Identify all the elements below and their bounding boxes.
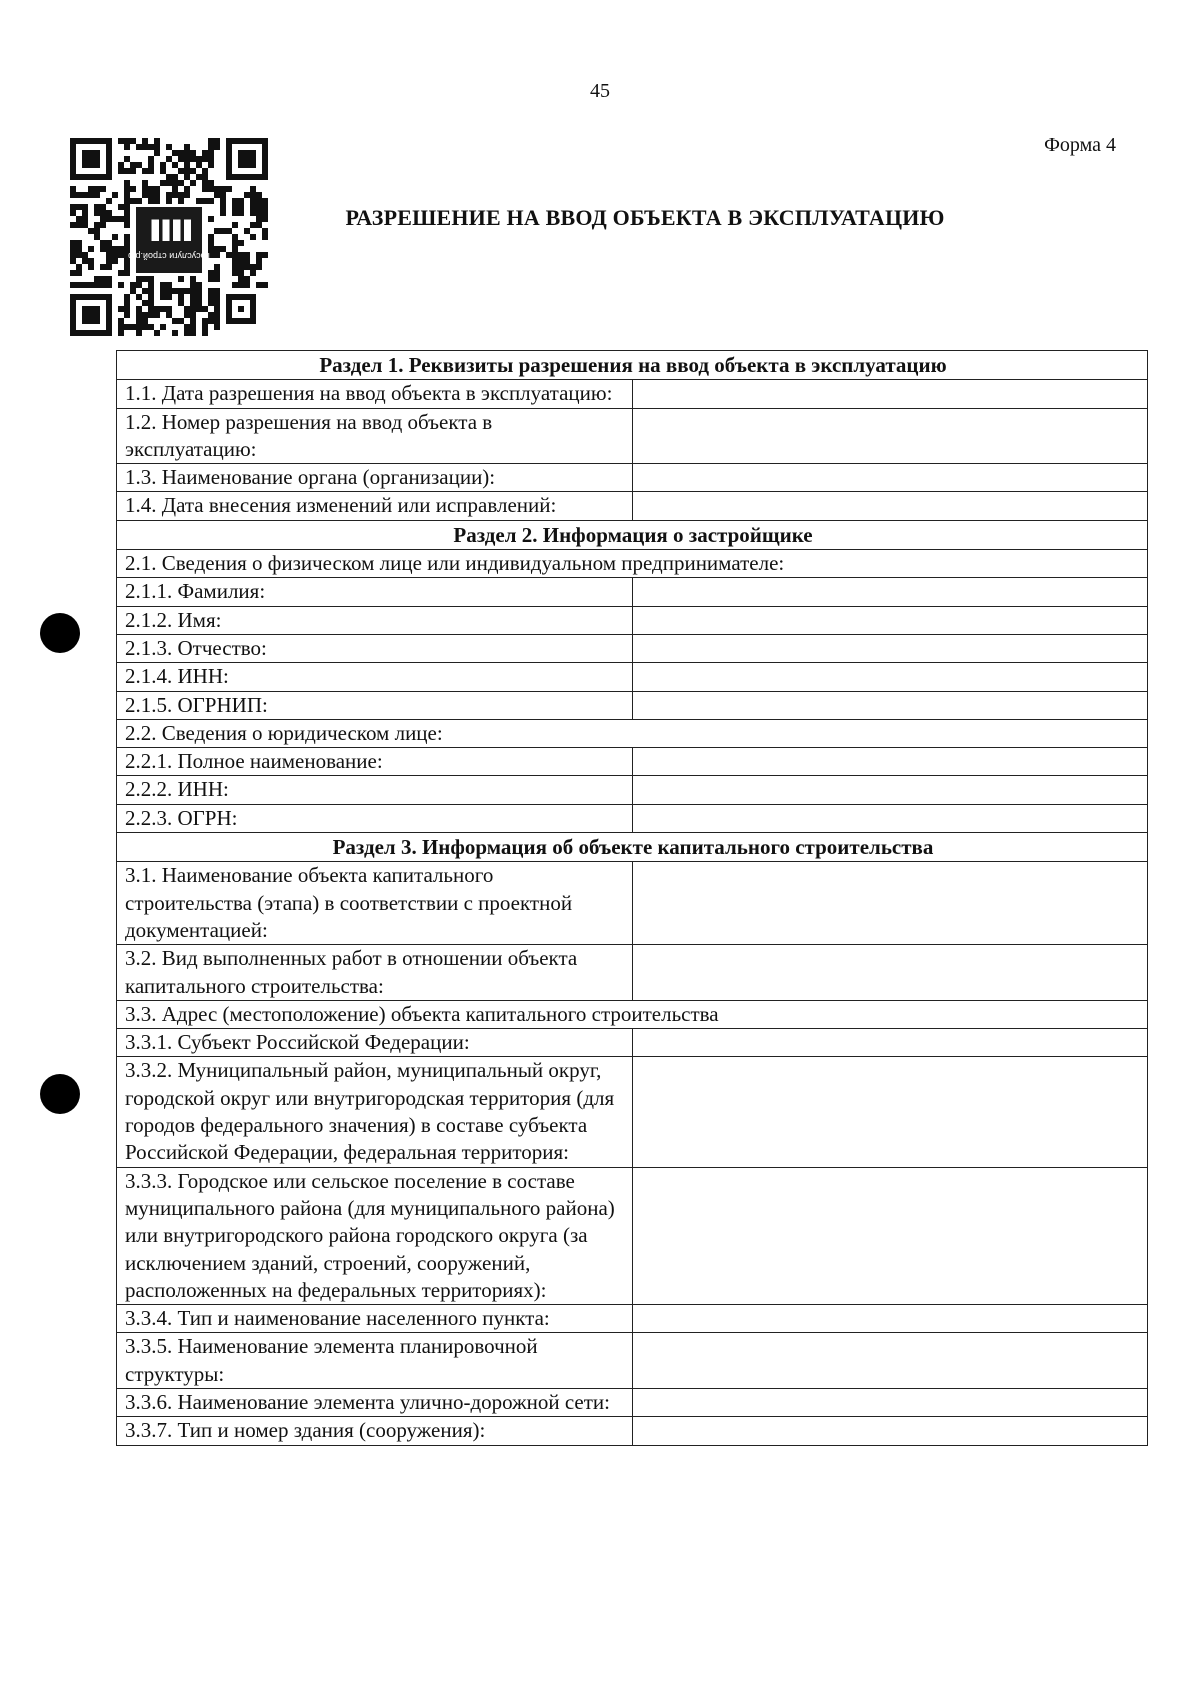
table-row bbox=[117, 748, 1148, 776]
table-row bbox=[117, 1057, 1148, 1167]
punch-hole-bottom bbox=[40, 1074, 80, 1114]
table-row bbox=[117, 578, 1148, 606]
field-label: 2.1.5. ОГРНИП: bbox=[117, 691, 633, 719]
field-value[interactable] bbox=[632, 1305, 1148, 1333]
field-label: 3.3.1. Субъект Российской Федерации: bbox=[117, 1029, 633, 1057]
table-row bbox=[117, 634, 1148, 662]
field-value[interactable] bbox=[632, 380, 1148, 408]
table-row bbox=[117, 1333, 1148, 1389]
page-title: РАЗРЕШЕНИЕ НА ВВОД ОБЪЕКТА В ЭКСПЛУАТАЦИЮ bbox=[345, 205, 945, 230]
table-row bbox=[117, 1417, 1148, 1445]
field-value[interactable] bbox=[632, 1057, 1148, 1167]
field-value[interactable] bbox=[632, 1333, 1148, 1389]
field-value[interactable] bbox=[632, 464, 1148, 492]
table-row bbox=[117, 663, 1148, 691]
table-row bbox=[117, 464, 1148, 492]
field-label: 2.1.1. Фамилия: bbox=[117, 578, 633, 606]
field-value[interactable] bbox=[632, 776, 1148, 804]
table-row bbox=[117, 550, 1148, 578]
field-label: 3.1. Наименование объекта капитального строительства (этапа) в соответствии с проектной документацией: bbox=[117, 862, 633, 945]
field-label: 3.3.5. Наименование элемента планировочной структуры: bbox=[117, 1333, 633, 1389]
field-label: 2.2.2. ИНН: bbox=[117, 776, 633, 804]
table-row bbox=[117, 804, 1148, 832]
punch-hole-top bbox=[40, 613, 80, 653]
table-row bbox=[117, 1029, 1148, 1057]
field-label: 2.1.4. ИНН: bbox=[117, 663, 633, 691]
field-value[interactable] bbox=[632, 862, 1148, 945]
section-header-row bbox=[117, 833, 1148, 862]
qr-code[interactable] bbox=[70, 138, 268, 336]
field-value[interactable] bbox=[632, 408, 1148, 464]
table-row bbox=[117, 719, 1148, 747]
field-value[interactable] bbox=[632, 606, 1148, 634]
field-label: 2.2.1. Полное наименование: bbox=[117, 748, 633, 776]
field-label: 3.2. Вид выполненных работ в отношении объекта капитального строительства: bbox=[117, 945, 633, 1001]
field-value[interactable] bbox=[632, 691, 1148, 719]
permit-form-table bbox=[116, 350, 1148, 1446]
field-value[interactable] bbox=[632, 578, 1148, 606]
table-row bbox=[117, 1305, 1148, 1333]
table-row bbox=[117, 606, 1148, 634]
field-label: 2.1.3. Отчество: bbox=[117, 634, 633, 662]
table-row bbox=[117, 408, 1148, 464]
table-row bbox=[117, 691, 1148, 719]
table-row bbox=[117, 862, 1148, 945]
form-label: Форма 4 bbox=[1044, 134, 1116, 156]
field-label: 1.1. Дата разрешения на ввод объекта в эксплуатацию: bbox=[117, 380, 633, 408]
section-header-row bbox=[117, 520, 1148, 549]
field-value[interactable] bbox=[632, 1167, 1148, 1304]
section-title: Раздел 1. Реквизиты разрешения на ввод объекта в эксплуатацию bbox=[117, 351, 1148, 380]
table-row bbox=[117, 1167, 1148, 1304]
field-label: 1.2. Номер разрешения на ввод объекта в эксплуатацию: bbox=[117, 408, 633, 464]
svg-text:Госуслуги строй.рф: Госуслуги строй.рф bbox=[128, 251, 210, 262]
section-header-row bbox=[117, 351, 1148, 380]
table-row bbox=[117, 1388, 1148, 1416]
field-value[interactable] bbox=[632, 1029, 1148, 1057]
field-label: 3.3.7. Тип и номер здания (сооружения): bbox=[117, 1417, 633, 1445]
field-value[interactable] bbox=[632, 1388, 1148, 1416]
field-label: 2.1.2. Имя: bbox=[117, 606, 633, 634]
field-value[interactable] bbox=[632, 1417, 1148, 1445]
field-value[interactable] bbox=[632, 663, 1148, 691]
section-title: Раздел 3. Информация об объекте капитального строительства bbox=[117, 833, 1148, 862]
field-value[interactable] bbox=[632, 945, 1148, 1001]
section-title: Раздел 2. Информация о застройщике bbox=[117, 520, 1148, 549]
field-value[interactable] bbox=[632, 804, 1148, 832]
field-value[interactable] bbox=[632, 634, 1148, 662]
table-row bbox=[117, 945, 1148, 1001]
table-row bbox=[117, 776, 1148, 804]
field-value[interactable] bbox=[632, 492, 1148, 520]
field-group-label: 2.2. Сведения о юридическом лице: bbox=[117, 719, 1148, 747]
field-label: 3.3.4. Тип и наименование населенного пункта: bbox=[117, 1305, 633, 1333]
table-row bbox=[117, 380, 1148, 408]
field-group-label: 2.1. Сведения о физическом лице или индивидуальном предпринимателе: bbox=[117, 550, 1148, 578]
field-value[interactable] bbox=[632, 748, 1148, 776]
page-number: 45 bbox=[590, 80, 610, 102]
table-row bbox=[117, 1000, 1148, 1028]
field-label: 1.4. Дата внесения изменений или исправлений: bbox=[117, 492, 633, 520]
field-label: 3.3.6. Наименование элемента улично-дорожной сети: bbox=[117, 1388, 633, 1416]
field-group-label: 3.3. Адрес (местоположение) объекта капитального строительства bbox=[117, 1000, 1148, 1028]
gosuslugi-stroy-logo bbox=[128, 204, 210, 276]
field-label: 2.2.3. ОГРН: bbox=[117, 804, 633, 832]
table-row bbox=[117, 492, 1148, 520]
field-label: 3.3.3. Городское или сельское поселение в составе муниципального района (для муниципального района) или внутригородского района городского округа (за исключением зданий, строений, сооружений, расположенных на федеральных территориях): bbox=[117, 1167, 633, 1304]
field-label: 3.3.2. Муниципальный район, муниципальный округ, городской округ или внутригородская территория (для городов федерального значения) в составе субъекта Российской Федерации, федеральная территория: bbox=[117, 1057, 633, 1167]
field-label: 1.3. Наименование органа (организации): bbox=[117, 464, 633, 492]
